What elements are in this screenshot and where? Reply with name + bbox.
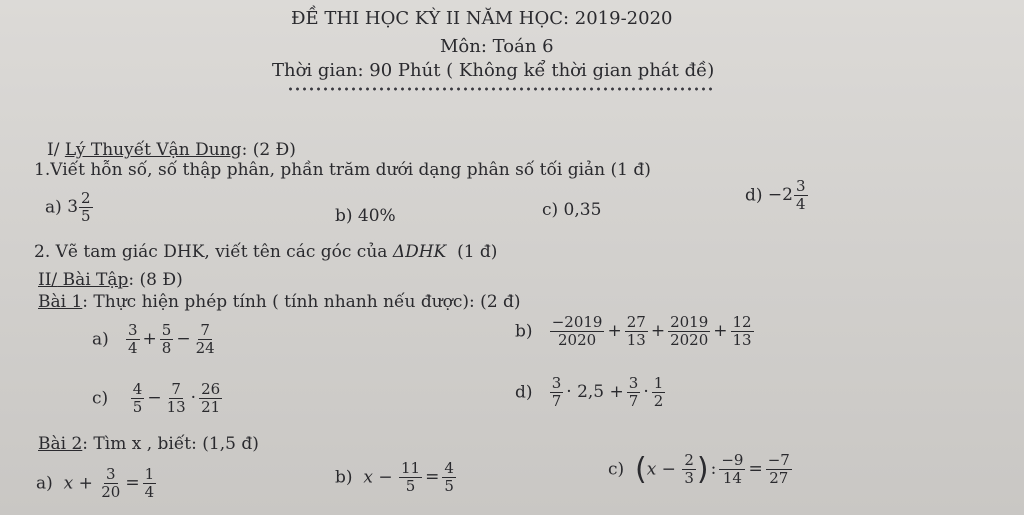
exam-title: ĐỀ THI HỌC KỲ II NĂM HỌC: 2019-2020 — [291, 8, 673, 29]
b1d-label: d) — [515, 382, 533, 403]
b2a-n2: 1 — [144, 465, 155, 483]
b1d-mid: · 2,5 + — [566, 382, 624, 403]
b2b-eq: = — [425, 467, 440, 488]
b2c-label: c) — [608, 459, 625, 480]
part2-prefix: II/ — [38, 270, 58, 290]
question-2 — [34, 244, 497, 261]
b2c-x: x − — [646, 459, 676, 480]
bai1-a — [92, 322, 218, 358]
q1d-label: d) — [745, 185, 763, 206]
b1b-d1: 2020 — [558, 331, 597, 350]
b2c-d3: 27 — [769, 469, 789, 488]
part1-label: Lý Thuyết Vận Dung — [64, 140, 242, 160]
bai1-label: Bài 1 — [38, 292, 83, 312]
b2c-d2: 14 — [722, 469, 742, 488]
b2c-eq: = — [748, 459, 763, 480]
b2a-n1: 3 — [106, 465, 116, 483]
star-divider — [287, 86, 712, 92]
b2b-x: x − — [363, 467, 393, 488]
part1-heading — [47, 142, 296, 159]
b2a-eq: = — [125, 473, 140, 494]
b1a-op2: − — [176, 329, 191, 350]
q2-text: 2. Vẽ tam giác DHK, viết tên các góc của — [34, 242, 393, 262]
b1c-op1: − — [147, 388, 162, 409]
q1a-label: a) — [45, 197, 62, 218]
b1a-n2: 5 — [161, 321, 172, 339]
b2a-d1: 20 — [101, 483, 121, 502]
b2a-label: a) — [36, 473, 53, 494]
b1d-n3: 1 — [653, 374, 664, 392]
q2-math: ΔDHK — [392, 242, 447, 262]
q1a — [45, 190, 94, 226]
b1b-n3: 2019 — [670, 313, 709, 331]
b1c-n2: 7 — [171, 380, 181, 398]
q1a-whole: 3 — [67, 197, 79, 218]
b2b-n2: 4 — [444, 459, 454, 477]
b2c-open: ( — [634, 451, 647, 487]
b1a-n3: 7 — [200, 321, 210, 339]
part2-points: : (8 Đ) — [128, 270, 183, 290]
b1d-d1: 7 — [551, 392, 562, 411]
question-1: 1.Viết hỗn số, số thập phân, phần trăm dưới dạng phân số tối giản (1 đ) — [34, 160, 651, 180]
b1c-n3: 26 — [201, 380, 221, 398]
b1c-op2: · — [190, 388, 197, 409]
bai1-text: : Thực hiện phép tính ( tính nhanh nếu được): (2 đ) — [82, 292, 521, 312]
b2b-label: b) — [335, 467, 353, 488]
b1b-n4: 12 — [732, 313, 752, 331]
bai2-heading — [38, 436, 259, 453]
q1d — [745, 178, 809, 214]
b1c-label: c) — [92, 388, 109, 409]
b1b-op2: + — [650, 321, 666, 342]
b1d-n1: 3 — [551, 374, 562, 392]
q1a-den: 5 — [81, 207, 91, 226]
b1b-n1: −2019 — [551, 313, 603, 331]
subject-line: Môn: Toán 6 — [440, 36, 554, 57]
part2-heading — [38, 272, 183, 289]
b1b-d3: 2020 — [670, 331, 709, 350]
b1b-d4: 13 — [732, 331, 752, 350]
b1c-d1: 5 — [132, 398, 143, 417]
b2c-colon: : — [710, 459, 717, 480]
b1a-d3: 24 — [195, 339, 215, 358]
b1c-d3: 21 — [201, 398, 221, 417]
bai1-d — [515, 375, 666, 411]
time-line: Thời gian: 90 Phút ( Không kể thời gian phát đề) — [272, 60, 715, 81]
b1b-op1: + — [607, 321, 622, 342]
q1b: b) 40% — [335, 206, 396, 226]
bai1-heading — [38, 294, 521, 311]
b1a-op1: + — [142, 329, 157, 350]
b1b-d2: 13 — [626, 331, 646, 350]
b2b-n1: 11 — [400, 459, 421, 477]
part2-label: Bài Tập — [57, 270, 129, 290]
q1d-num: 3 — [795, 177, 806, 195]
b1b-label: b) — [515, 321, 533, 342]
b1c-d2: 13 — [166, 398, 186, 417]
b1a-d1: 4 — [128, 339, 138, 358]
b1d-d3: 2 — [653, 392, 664, 411]
b1d-n2: 3 — [628, 374, 639, 392]
b1c-n1: 4 — [132, 380, 143, 398]
bai1-c — [92, 381, 223, 417]
b2c-close: ) — [696, 451, 709, 487]
b2a-d2: 4 — [144, 483, 155, 502]
part1-points: : (2 Đ) — [241, 140, 296, 160]
b2b-d1: 5 — [405, 477, 416, 496]
b2b-d2: 5 — [444, 477, 454, 496]
b2c-n2: −9 — [721, 451, 744, 469]
b1a-n1: 3 — [128, 321, 138, 339]
bai2-text: : Tìm x , biết: (1,5 đ) — [82, 434, 259, 454]
bai2-b — [335, 460, 457, 496]
q2-points: (1 đ) — [457, 242, 498, 262]
q1d-whole: −2 — [767, 185, 793, 206]
b2c-n3: −7 — [767, 451, 790, 469]
b1b-op3: + — [713, 321, 728, 342]
b1d-d2: 7 — [628, 392, 639, 411]
b2a-x: x + — [63, 473, 93, 494]
b2c-n1: 2 — [684, 451, 694, 469]
q1d-den: 4 — [795, 195, 806, 214]
q1a-num: 2 — [81, 189, 91, 207]
b1d-op2: · — [643, 382, 649, 403]
q1c: c) 0,35 — [542, 200, 602, 220]
b1a-label: a) — [92, 329, 109, 350]
bai1-b — [515, 314, 755, 350]
part1-prefix: I/ — [47, 140, 65, 160]
b2c-d1: 3 — [684, 469, 694, 488]
bai2-c — [608, 452, 793, 488]
bai2-a — [36, 466, 157, 502]
b1a-d2: 8 — [161, 339, 172, 358]
b1b-n2: 27 — [626, 313, 646, 331]
bai2-label: Bài 2 — [38, 434, 83, 454]
